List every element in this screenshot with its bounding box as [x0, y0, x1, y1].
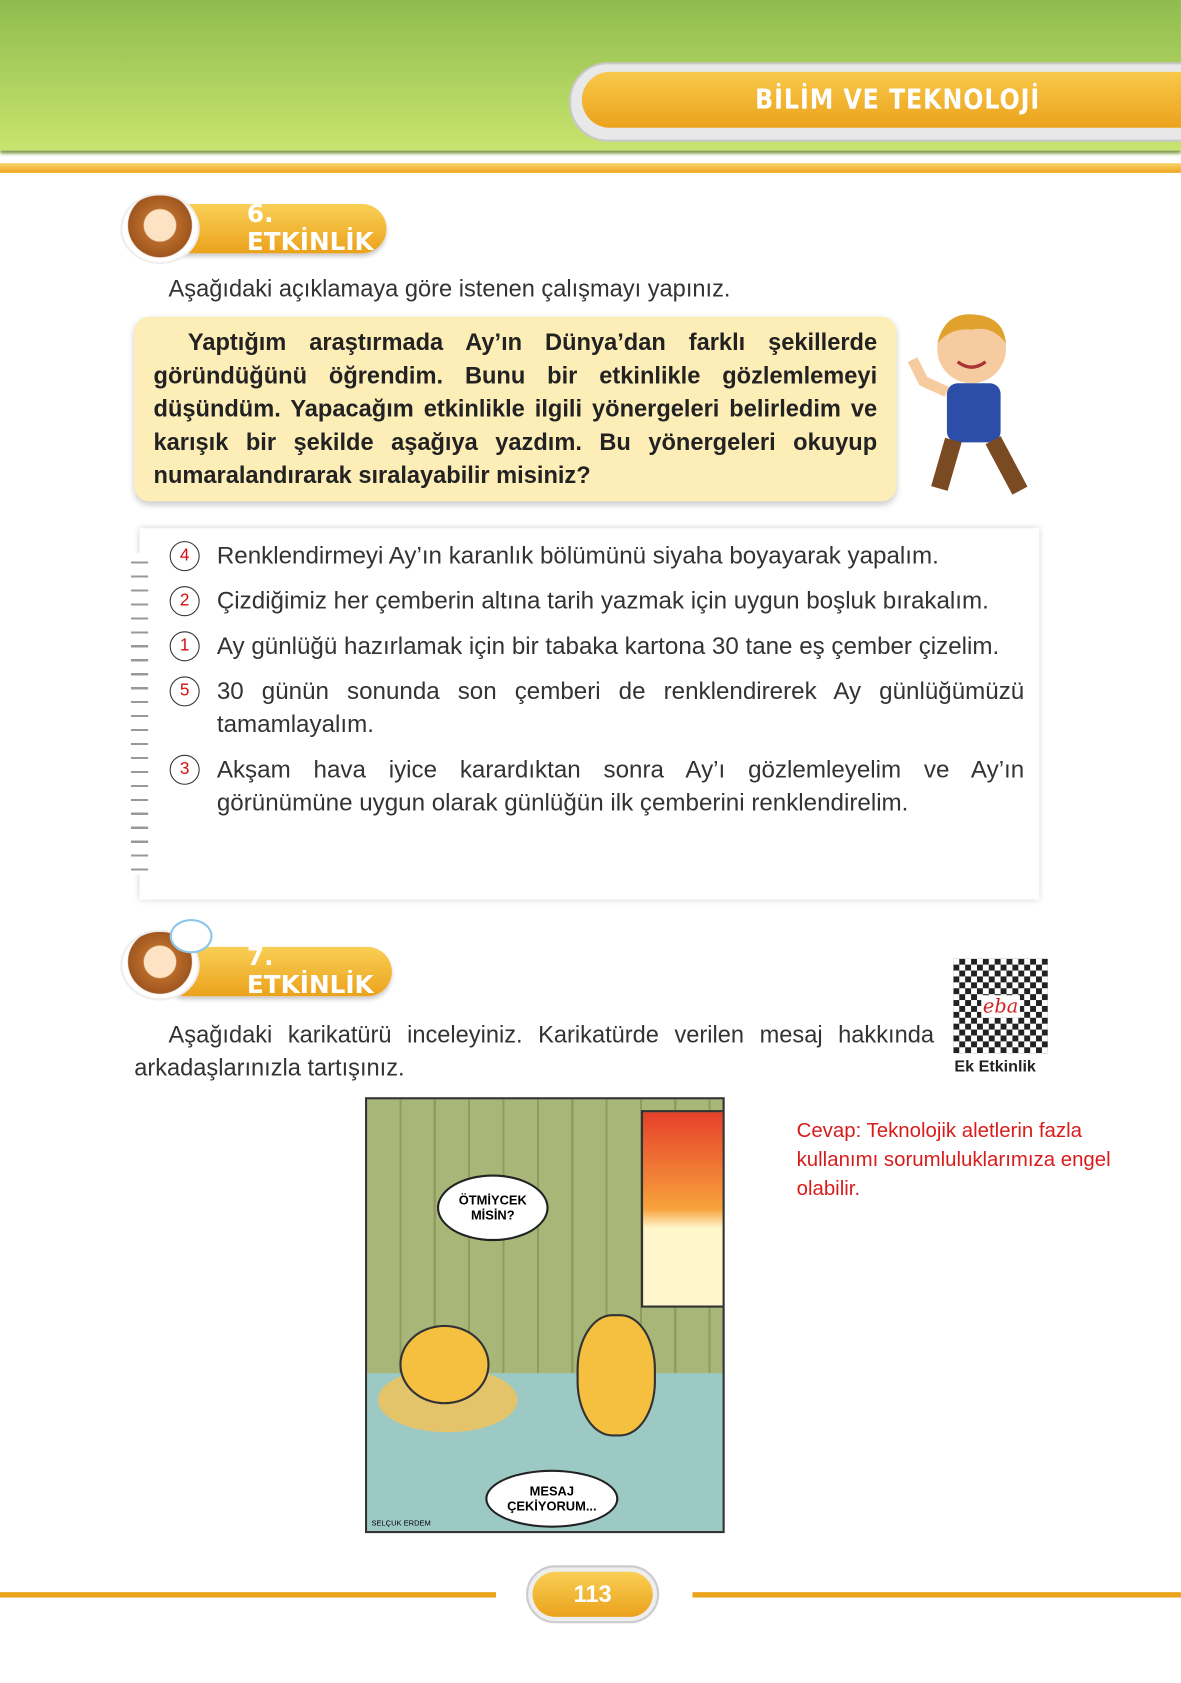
order-number-circle[interactable]: 3: [170, 755, 200, 785]
hen-icon: [399, 1325, 489, 1404]
order-number-circle[interactable]: 2: [170, 586, 200, 616]
thought-bubble-icon: [170, 919, 213, 953]
speech-text: Yaptığım araştırmada Ay’ın Dünya’dan farklı şekillerde göründüğünü öğrendim. Bunu bir etkinlikle gözlemlemeyi düşündüm. Yapacağım etkinlikle ilgili yönergeleri belirledim ve karışık bir şekilde aşağıya yazdım. Bu yönergeleri okuyup numaralandırarak sıralayabilir misiniz?: [153, 328, 878, 489]
speech-bubble-1: ÖTMİYCEK MİSİN?: [437, 1175, 549, 1242]
order-number-circle[interactable]: 4: [170, 541, 200, 571]
rooster-icon: [577, 1314, 656, 1436]
list-item: Akşam hava iyice karardıktan sonra Ay’ı gözlemleyelim ve Ay’ın görünümüne uygun olarak günlüğün ilk çemberini renklendirelim.: [216, 755, 1025, 816]
order-number-circle[interactable]: 1: [170, 631, 200, 661]
boy-character-icon: [891, 306, 1041, 510]
footer-line-right: [692, 1592, 1180, 1597]
activity-7-instruction: Aşağıdaki karikatürü inceleyiniz. Karikatürde verilen mesaj hakkında arkadaşlarınızla tartışınız.: [134, 1020, 935, 1082]
page-number: 113: [533, 1572, 653, 1617]
speech-box: [134, 317, 896, 502]
answer-text: Cevap: Teknolojik aletlerin fazla kullanımı sorumluluklarımıza engel olabilir.: [796, 1119, 1111, 1201]
list-row: [170, 674, 1025, 741]
eba-logo: eba: [981, 995, 1021, 1018]
page-number-pill: [526, 1565, 659, 1623]
order-number-circle[interactable]: 5: [170, 676, 200, 706]
list-item: Çizdiğimiz her çemberin altına tarih yazmak için uygun boşluk bırakalım.: [216, 587, 989, 615]
list-row: [170, 584, 1025, 617]
activity-6-title: 6. ETKİNLİK: [246, 200, 374, 257]
cartoon-image: [365, 1097, 725, 1533]
list-row: [170, 753, 1025, 820]
list-item: Ay günlüğü hazırlamak için bir tabaka kartona 30 tane eş çember çizelim.: [216, 632, 1000, 660]
list-item: Renklendirmeyi Ay’ın karanlık bölümünü siyaha boyayarak yapalım.: [216, 542, 939, 570]
qr-code[interactable]: [953, 959, 1047, 1053]
activity-6-instruction: Aşağıdaki açıklamaya göre istenen çalışmayı yapınız.: [168, 274, 731, 302]
cartoon-signature: SELÇUK ERDEM: [371, 1520, 431, 1528]
list-item: 30 günün sonunda son çemberi de renklendirerek Ay günlüğümüzü tamamlayalım.: [216, 677, 1025, 738]
speech-bubble-2: MESAJ ÇEKİYORUM...: [485, 1470, 618, 1528]
list-row: [170, 629, 1025, 662]
section-title-pill: [569, 62, 1181, 141]
header-stripe: [0, 163, 1181, 173]
activity-7-title: 7. ETKİNLİK: [246, 943, 374, 1000]
notebook-spiral: [131, 553, 148, 875]
list-row: [170, 539, 1025, 572]
section-title: BİLİM VE TEKNOLOJİ: [754, 83, 1040, 116]
footer-line-left: [0, 1592, 496, 1597]
instruction-list: [140, 528, 1040, 899]
qr-label: Ek Etkinlik: [954, 1057, 1036, 1076]
girl-mascot-icon: [120, 193, 199, 264]
